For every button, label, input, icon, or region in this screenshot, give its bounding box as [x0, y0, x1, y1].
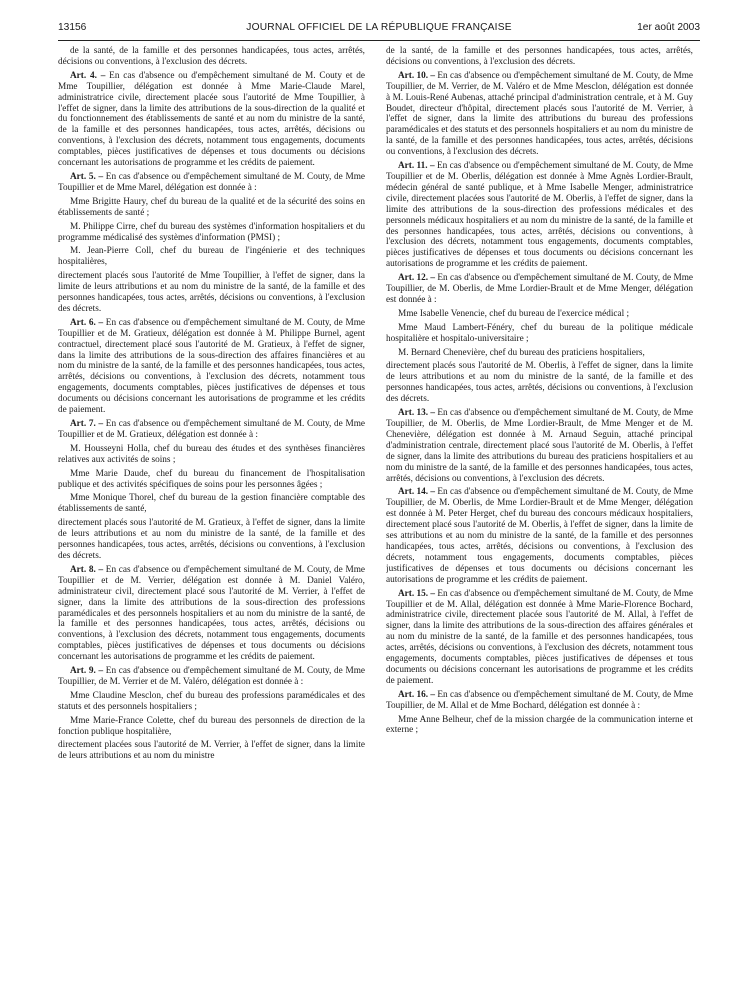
article-number: Art. 5. –: [70, 171, 104, 182]
paragraph: [386, 46, 693, 68]
article-paragraph: [386, 487, 693, 585]
paragraph-text: Mme Marie-France Colette, chef du bureau des personnels de direction de la fonction publique hospitalière,: [58, 715, 365, 737]
page-header: [58, 20, 700, 36]
paragraph-text: En cas d'absence ou d'empêchement simultané de M. Couty, de Mme Toupillier et de Mme Marel, délégation est donnée à :: [58, 171, 365, 193]
left-column: [58, 46, 365, 976]
paragraph: [58, 518, 365, 562]
paragraph-text: En cas d'absence ou d'empêchement simultané de M. Couty, de Mme Toupillier et de M. Verrier, délégation est donnée à M. Daniel Valéro, administrateur civil, directement placé sous l'autorité de M. Verrier, à l'effet de signer, dans la limite des attributions de la sous-direction des professions paramédicales et des personnels hospitaliers et au nom du ministre de la santé, de la famille et des personnes handicapées, tous actes, arrêtés, décisions ou conventions, à l'exclusion des décrets, notamment tous engagements, documents comptables, pièces justificatives de dépenses et tous documents ou décisions concernant les autorisations de programme et les crédits de paiement.: [58, 564, 365, 663]
paragraph: [58, 444, 365, 466]
paragraph-text: M. Philippe Cirre, chef du bureau des systèmes d'information hospitaliers et du programme médicalisé des systèmes d'information (PMSI) ;: [58, 221, 365, 243]
paragraph-text: M. Jean-Pierre Coll, chef du bureau de l'ingénierie et des techniques hospitalières,: [58, 246, 365, 268]
paragraph: [58, 271, 365, 315]
paragraph: [386, 309, 693, 320]
paragraph: [386, 361, 693, 405]
article-paragraph: [386, 589, 693, 687]
paragraph-text: de la santé, de la famille et des personnes handicapées, tous actes, arrêtés, décisions ou conventions, à l'exclusion des décrets.: [386, 46, 693, 67]
article-paragraph: [58, 318, 365, 416]
paragraph: [386, 715, 693, 737]
article-number: Art. 12. –: [398, 273, 436, 284]
paragraph-text: En cas d'absence ou d'empêchement simultané de M. Couty, de Mme Toupillier, de M. Verrier et de M. Valéro, délégation est donnée à :: [58, 666, 365, 687]
paragraph-text: Mme Marie Daude, chef du bureau du financement de l'hospitalisation publique et des activités spécifiques de soins pour les personnes âgées ;: [58, 468, 365, 490]
paragraph-text: Mme Maud Lambert-Fénéry, chef du bureau de la politique médicale hospitalière et hospitalo-universitaire ;: [386, 322, 693, 344]
right-column: [386, 46, 693, 976]
paragraph: [58, 716, 365, 738]
article-number: Art. 13. –: [398, 408, 436, 419]
paragraph-text: En cas d'absence ou d'empêchement simultané de M. Couty, de Mme Toupillier et de M. Allal, délégation est donnée à Mme Marie-Florence Bochard, administratrice civile, directement placée sous l'autorité de M. Allal, à l'effet de signer, dans la limite des attributions de la sous-direction des affaires générales et au nom du ministre de la santé, de la famille et des personnes handicapées, tous actes, arrêtés, décisions ou conventions, à l'exclusion des décrets, notamment tous engagements, documents comptables, pièces justificatives de dépenses et tous documents ou décisions concernant les autorisations de programme et les crédits de paiement.: [386, 588, 693, 686]
article-paragraph: [386, 71, 693, 158]
article-number: Art. 15. –: [398, 588, 436, 599]
paragraph: [58, 222, 365, 244]
paragraph-text: En cas d'absence ou d'empêchement simultané de M. Couty, de Mme Toupillier et de M. Gratieux, délégation est donnée à M. Philippe Burnel, agent contractuel, directement placé sous l'autorité de M. Gratieux, à l'effet de signer, dans la limite des attributions de la sous-direction des affaires financières et au nom du ministre de la santé, de la famille et des personnes handicapées, tous actes, arrêtés, décisions ou conventions, à l'exclusion des décrets, notamment tous engagements, documents comptables, pièces justificatives de dépenses et tous documents ou décisions concernant les autorisations de programme et les crédits de paiement.: [58, 317, 365, 416]
paragraph-text: Mme Monique Thorel, chef du bureau de la gestion financière comptable des établissements de santé,: [58, 493, 365, 515]
article-paragraph: [58, 71, 365, 169]
paragraph: [58, 197, 365, 219]
paragraph: [58, 691, 365, 713]
issue-date: 1er août 2003: [637, 22, 700, 33]
article-number: Art. 6. –: [70, 317, 104, 328]
paragraph-text: En cas d'absence ou d'empêchement simultané de M. Couty, de Mme Toupillier, de M. Oberlis, de Mme Lordier-Brault et de Mme Menger, délégation est donnée à :: [386, 273, 693, 305]
article-number: Art. 7. –: [70, 419, 104, 429]
paragraph-text: En cas d'absence ou d'empêchement simultané de M. Couty, de Mme Toupillier, de M. Verrier, de M. Valéro et de Mme Mesclon, délégation est donnée à M. Louis-René Aubenas, attaché principal d'administration centrale, et à M. Guy Boudet, directeur d'hôpital, directement placés sous l'autorité de M. Verrier, à l'effet de signer, dans la limite des attributions du bureau des professions paramédicales et des statuts et des personnels hospitaliers et au nom du ministre de la santé, de la famille et des personnes handicapées, tous actes, arrêtés, décisions ou conventions, à l'exclusion des décrets.: [386, 70, 693, 158]
paragraph: [58, 46, 365, 68]
article-number: Art. 11. –: [398, 161, 435, 172]
article-paragraph: [58, 419, 365, 441]
paragraph: [58, 246, 365, 268]
article-paragraph: [58, 666, 365, 688]
article-paragraph: [58, 172, 365, 194]
paragraph: [386, 323, 693, 345]
article-number: Art. 9. –: [70, 666, 104, 677]
paragraph-text: directement placés sous l'autorité de Mme Toupillier, à l'effet de signer, dans la limite de leurs attributions et au nom du ministre de la santé, de la famille et des personnes handicapées, tous actes, arrêtés, décisions ou conventions, à l'exclusion des décrets.: [58, 271, 365, 314]
paragraph-text: Mme Isabelle Venencie, chef du bureau de l'exercice médical ;: [398, 308, 630, 319]
paragraph-text: Mme Brigitte Haury, chef du bureau de la qualité et de la sécurité des soins en établissements de santé ;: [58, 196, 365, 218]
paragraph-text: Mme Claudine Mesclon, chef du bureau des professions paramédicales et des statuts et des personnels hospitaliers ;: [58, 690, 365, 712]
journal-title: JOURNAL OFFICIEL DE LA RÉPUBLIQUE FRANÇAISE: [246, 22, 512, 33]
article-paragraph: [386, 273, 693, 306]
paragraph-text: directement placés sous l'autorité de M. Gratieux, à l'effet de signer, dans la limite de leurs attributions et au nom du ministre de la santé, de la famille et des personnes handicapées, tous actes, arrêtés, décisions ou conventions, à l'exclusion des décrets.: [58, 518, 365, 561]
article-number: Art. 8. –: [70, 564, 104, 575]
paragraph-text: Mme Anne Belheur, chef de la mission chargée de la communication interne et externe ;: [386, 714, 693, 736]
paragraph: [58, 493, 365, 515]
paragraph: [58, 469, 365, 491]
article-number: Art. 4. –: [70, 70, 106, 81]
article-number: Art. 16. –: [398, 689, 436, 700]
paragraph-text: de la santé, de la famille et des personnes handicapées, tous actes, arrêtés, décisions ou conventions, à l'exclusion des décrets.: [58, 46, 365, 67]
article-number: Art. 14. –: [398, 487, 436, 498]
paragraph-text: M. Bernard Chenevière, chef du bureau des praticiens hospitaliers,: [398, 347, 645, 358]
paragraph-text: En cas d'absence ou d'empêchement simultané de M. Couty et de Mme Toupillier, délégation est donnée à Mme Marie-Claude Marel, administratrice civile, directement placée sous l'autorité de Mme Toupillier, à l'effet de signer, dans la limite des attributions de la sous-direction de la qualité et du fonctionnement des établissements de santé et au nom du ministre de la santé, de la famille et des personnes handicapées, tous actes, arrêtés, décisions ou conventions, à l'exclusion des décrets, notamment tous engagements, documents comptables, pièces justificatives de dépenses et tous documents ou décisions concernant les autorisations de programme et les crédits de paiement.: [58, 70, 365, 169]
paragraph-text: En cas d'absence ou d'empêchement simultané de M. Couty, de Mme Toupillier et de M. Gratieux, délégation est donnée à :: [58, 419, 365, 440]
paragraph-text: En cas d'absence ou d'empêchement simultané de M. Couty, de Mme Toupillier, de M. Oberlis, de Mme Lordier-Brault, de Mme Menger et de M. Chenevière, délégation est donnée à M. Arnaud Seguin, attaché principal d'administration centrale, directement placé sous l'autorité de M. Oberlis, à l'effet de signer, dans la limite des attributions du bureau des praticiens hospitaliers et au nom du ministre de la santé, de la famille et des personnes handicapées, tous actes, arrêtés, décisions ou conventions, à l'exclusion des décrets.: [386, 408, 693, 484]
paragraph-text: directement placés sous l'autorité de M. Oberlis, à l'effet de signer, dans la limite de leurs attributions et au nom du ministre de la santé, de la famille et des personnes handicapées, tous actes, arrêtés, décisions ou conventions, à l'exclusion des décrets.: [386, 361, 693, 405]
paragraph: [58, 740, 365, 762]
paragraph-text: directement placées sous l'autorité de M. Verrier, à l'effet de signer, dans la limite de leurs attributions et au nom du ministre: [58, 740, 365, 762]
paragraph-text: M. Housseyni Holla, chef du bureau des études et des synthèses financières relatives aux activités de soins ;: [58, 443, 365, 465]
article-paragraph: [386, 408, 693, 484]
page-number: 13156: [58, 22, 87, 33]
paragraph-text: En cas d'absence ou d'empêchement simultané de M. Couty, de Mme Toupillier, de M. Oberlis, de Mme Lordier-Brault et de Mme Menger, délégation est donnée à M. Peter Herget, chef du bureau des concours médicaux hospitaliers, directement placé sous l'autorité de M. Oberlis, à l'effet de signer, dans la limite de ses attributions et au nom du ministre de la santé, de la famille et des personnes handicapées, tous actes, arrêtés, décisions ou conventions, à l'exclusion des décrets, notamment tous engagements, documents comptables, pièces justificatives de dépenses et tous documents ou décisions concernant les autorisations de programme et les crédits de paiement.: [386, 487, 693, 585]
article-paragraph: [386, 161, 693, 270]
paragraph-text: En cas d'absence ou d'empêchement simultané de M. Couty, de Mme Toupillier et de M. Oberlis, délégation est donnée à Mme Agnès Lordier-Brault, médecin général de santé publique, et à Mme Isabelle Menger, administratrice civile, directement placées sous l'autorité de M. Oberlis, à l'effet de signer, dans la limite des attributions de la sous-direction des professions médicales et des personnels médicaux hospitaliers et au nom du ministre de la santé, de la famille et des personnes handicapées, tous actes, arrêtés, décisions ou conventions, à l'exclusion des décrets, notamment tous engagements, documents comptables, pièces justificatives de dépenses et tous documents ou décisions concernant les autorisations de programme et les crédits de paiement.: [386, 161, 693, 270]
article-paragraph: [58, 565, 365, 663]
article-paragraph: [386, 690, 693, 712]
header-rule: [58, 40, 700, 41]
article-number: Art. 10. –: [398, 70, 436, 81]
paragraph-text: En cas d'absence ou d'empêchement simultané de M. Couty, de Mme Toupillier, de M. Allal et de Mme Bochard, délégation est donnée à :: [386, 689, 693, 711]
paragraph: [386, 348, 693, 359]
